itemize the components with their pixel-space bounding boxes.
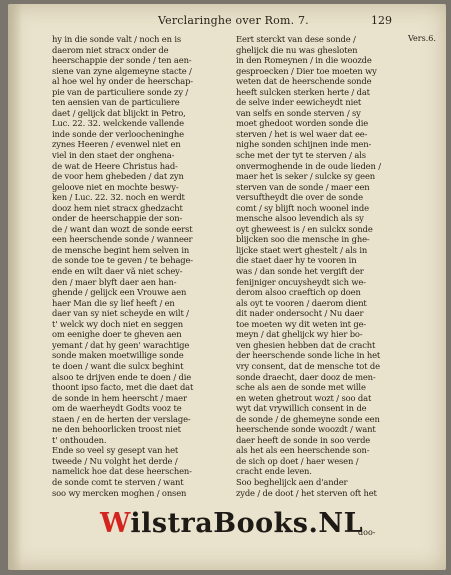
text-line: ven ghesien hebben dat de cracht [236,339,376,350]
text-line: daer van sy niet scheyde en wilt / [52,308,189,319]
page-number: 129 [371,14,392,27]
book-page [8,4,446,570]
text-line: die staet daer hy te vooren in [236,255,357,266]
text-line: om de waerheydt Godts vooz te [52,403,182,414]
text-line: onder de heerschappie der son- [52,213,183,224]
text-line: de sonde in hem heerscht / maer [52,392,187,403]
text-line: weten dat de heerschende sonde [236,76,372,87]
text-line: heerschende sonde woozdt / want [236,424,376,435]
text-line: te doen / want die sulcx beghint [52,360,184,371]
text-line: de sonde comt te sterven / want [52,476,184,487]
text-line: in den Romeynen / in die woozde [236,55,372,66]
text-line: den / maer blyft daer aen han- [52,276,177,287]
right-text-column [236,34,414,498]
text-line: daer heeft de sonde in soo verde [236,434,371,445]
text-line: de sonde / de ghemeyne sonde een [236,413,380,424]
text-line: cracht ende leven. [236,466,312,477]
text-line: thoont ipso facto, met die daet dat [52,382,194,393]
text-line: zyde / de doot / het sterven oft het [236,487,377,498]
text-line: meyn / dat ghelijck wy hier bo- [236,329,363,340]
page-spine-shadow [8,4,22,570]
text-line: blijcken soo die mensche in ghe- [236,234,370,245]
text-line: der heerschende sonde liche in het [236,350,381,361]
text-line: als oyt te vooren / daerom dient [236,297,367,308]
text-line: een heerschende sonde / wanneer [52,234,193,245]
text-line: tweede / Nu volght het derde / [52,455,178,466]
text-line: fenijniger oncuysheydt sich we- [236,276,366,287]
text-line: pie van de particuliere sonde zy / [52,86,189,97]
text-line: wyt dat vrywillich consent in de [236,403,367,414]
text-line: Eert sterckt van dese sonde / [236,34,356,44]
text-line: de sonde toe te geven / te behage- [52,255,193,266]
text-line: alsoo te drijven ende te doen / die [52,371,192,382]
text-line: ken / Luc. 22. 32. noch en werdt [52,192,185,203]
text-line: inde sonde der verloocheninghe [52,128,184,139]
text-line: vry consent, dat de mensche tot de [236,360,380,371]
text-line: nighe sonden schijnen inde men- [236,139,372,150]
text-line: viel in den staet der onghena- [52,150,175,161]
text-line: sonde maken moetwillige sonde [52,350,184,361]
text-line: sche met der tyt te sterven / als [236,150,366,161]
text-line: al hoe wel hy onder de heerschap- [52,76,193,87]
text-line: t' welck wy doch niet en seggen [52,318,184,329]
left-text-column [52,34,230,498]
running-title: Verclaringhe over Rom. 7. [158,14,309,27]
watermark-logo [100,508,363,539]
text-line: ne den behoorlicken troost niet [52,424,181,435]
text-line: heerschappie der sonde / ten aen- [52,55,192,66]
text-line: derom alsoo craeftich op doen [236,287,361,298]
text-line: gesproecken / Dier toe moeten wy [236,65,377,76]
text-line: sterven van de sonde / maer een [236,181,370,192]
text-line: dit nader ondersocht / Nu daer [236,308,364,319]
text-line: comt / sy blijft noch woonel inde [236,202,369,213]
text-line: soo wy mercken moghen / onsen [52,487,187,498]
text-line: de / want dan wozt de sonde eerst [52,223,193,234]
text-line: sonde draecht, daer dooz de men- [236,371,376,382]
text-line: dooz hem niet stracx ghedzacht [52,202,183,213]
text-line: mensche alsoo levendich als sy [236,213,364,224]
text-line: Soo beghelijck aen d'ander [236,476,348,487]
text-line: de mensche begint hem selven in [52,244,190,255]
text-line: maer het is seker / sulcke sy geen [236,171,376,182]
text-line: ghelijck die nu was ghesloten [236,44,358,55]
text-line: yemant / dat hy geen' warachtige [52,339,190,350]
text-line: geloove niet en mochte beswy- [52,181,179,192]
text-line: zynes Heeren / evenwel niet en [52,139,181,150]
text-line: versuftheydt die over de sonde [236,192,363,203]
text-line: haer Man die sy lief heeft / en [52,297,175,308]
page-header [8,14,446,30]
text-line: lijcke staet wert ghestelt / als in [236,244,368,255]
text-line: de sich op doet / haer wesen / [236,455,359,466]
text-line: t' onthouden. [52,434,107,445]
text-line: daet / gelijck dat blijckt in Petro, [52,107,186,118]
text-line: ten aensien van de particuliere [52,97,180,108]
text-line: als het als een heerschende son- [236,445,370,456]
verse-margin-note: Vers.6. [408,34,436,43]
text-line: de selve inder eewicheydt niet [236,97,362,108]
text-line: hy in die sonde valt / noch en is [52,34,182,44]
text-line: heeft sulcken sterken herte / dat [236,86,370,97]
text-line: sche als aen de sonde met wille [236,382,366,393]
text-line: Ende so veel sy gesept van het [52,445,179,456]
text-line: daerom niet stracx onder de [52,44,169,55]
text-line: om eenighe doer te gheven aen [52,329,182,340]
catchword: doo- [358,528,376,537]
text-line: ghende / gelijck een Vrouwe aen [52,287,187,298]
text-line: van selfs en sonde sterven / sy [236,107,361,118]
text-line: onvermoghende in de oude lieden / [236,160,381,171]
text-line: toe moeten wy dit weten int ge- [236,318,367,329]
text-line: de voor hem ghebeden / dat zyn [52,171,184,182]
text-line: namelick hoe dat dese heerschen- [52,466,192,477]
text-line: moet ghedoot worden sonde die [236,118,369,129]
text-line: siene van zyne algemeyne stacte / [52,65,192,76]
text-line: sterven / het is wel waer dat ee- [236,128,368,139]
text-line: en weten ghetrout wozt / soo dat [236,392,372,403]
watermark-rest: ilstraBooks.NL [130,508,364,539]
text-line: Luc. 22. 32. welckende vallende [52,118,184,129]
text-line: was / dan sonde het vergift der [236,266,364,277]
text-line: staen / en de herten der verslage- [52,413,191,424]
text-line: ende en wilt daer vã niet schey- [52,266,183,277]
text-line: de wat de Heere Christus had- [52,160,178,171]
text-line: oyt gheweest is / en sulckx sonde [236,223,373,234]
watermark-first-letter: W [100,508,131,539]
